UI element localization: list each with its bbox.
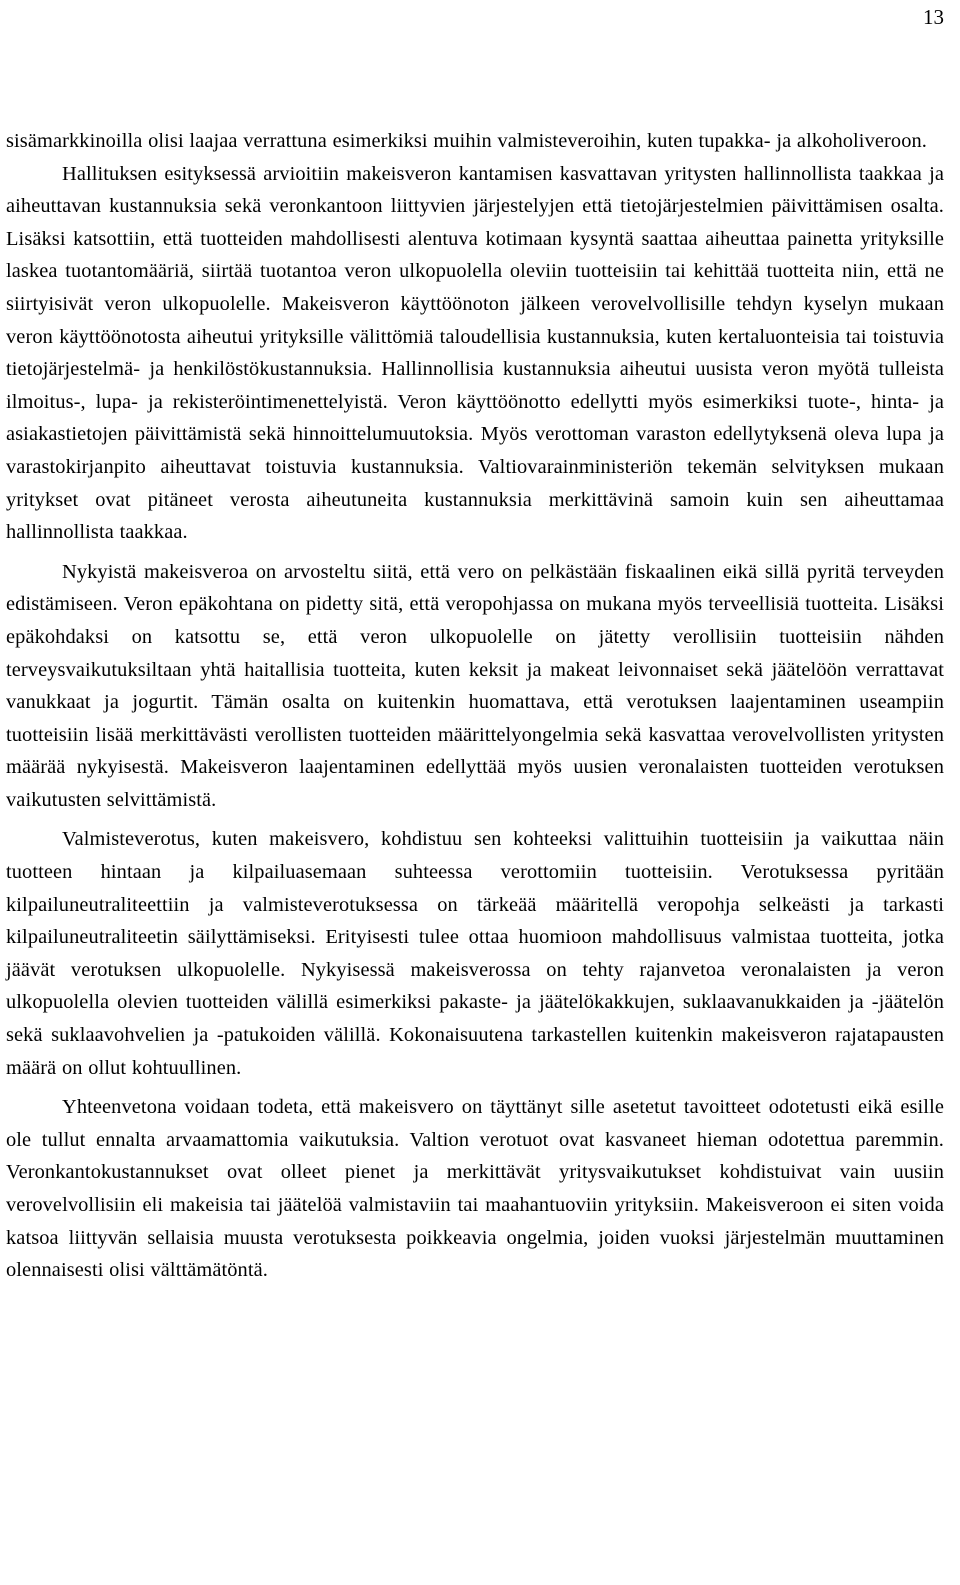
paragraph-spacer [6, 1084, 944, 1091]
paragraph-administrative-costs: Hallituksen esityksessä arvioitiin makeisveron kantamisen kasvattavan yritysten hallinnollista taakkaa ja aiheuttavan kustannuksia sekä veronkantoon liittyvien järjestelyjen että tietojärjestelmien päivittämisen osalta. Lisäksi katsottiin, että tuotteiden mahdollisesti alentuva kotimaan kysyntä saattaa aiheuttaa painetta yrityksille laskea tuotantomääriä, siirtää tuotantoa veron ulkopuolella oleviin tuotteisiin tai kehittää tuotteita niin, että ne siirtyisivät veron ulkopuolelle. Makeisveron käyttöönoton jälkeen verovelvollisille tehdyn kyselyn mukaan veron käyttöönotosta aiheutui yrityksille välittömiä taloudellisia kustannuksia, kuten kertaluonteisia tai toistuvia tietojärjestelmä- ja henkilöstökustannuksia. Hallinnollisia kustannuksia aiheutui uusista veron myötä tulleista ilmoitus-, lupa- ja rekisteröintimenettelyistä. Veron käyttöönotto edellytti myös esimerkiksi tuote-, hinta- ja asiakastietojen päivittämistä sekä hinnoittelumuutoksia. Myös verottoman varaston edellytyksenä oleva lupa ja varastokirjanpito aiheuttavat toistuvia kustannuksia. Valtiovarainministeriön tekemän selvityksen mukaan yritykset ovat pitäneet verosta aiheutuneita kustannuksia merkittävinä samoin kuin sen aiheuttamaa hallinnollista taakkaa. [6, 162, 944, 544]
page-number: 13 [923, 5, 944, 29]
paragraph-summary: Yhteenvetona voidaan todeta, että makeisvero on täyttänyt sille asetetut tavoitteet odotetusti eikä esille ole tullut ennalta arvaamattomia vaikutuksia. Valtion verotuot ovat kasvaneet hieman odotettua paremmin. Veronkantokustannukset ovat olleet pienet ja merkittävät yritysvaikutukset kohdistuivat vain uusiin verovelvollisiin eli makeisia tai jäätelöä valmistaviin tai maahantuoviin yrityksiin. Makeisveroon ei siten voida katsoa liittyvän sellaisia muusta verotuksesta poikkeavia ongelmia, joiden vuoksi järjestelmän muuttaminen olennaisesti olisi välttämätöntä. [6, 1096, 944, 1282]
paragraph-competition-neutrality: Valmisteverotus, kuten makeisvero, kohdistuu sen kohteeksi valittuihin tuotteisiin ja vaikuttaa näin tuotteen hintaan ja kilpailuasemaan suhteessa verottomiin tuotteisiin. Verotuksessa pyritään kilpailuneutraliteettiin ja valmisteverotuksessa on tärkeää määritellä veropohja selkeästi ja tarkasti kilpailuneutraliteetin säilyttämiseksi. Erityisesti tulee ottaa huomioon mahdollisuus valmistaa tuotteita, jotka jäävät verotuksen ulkopuolelle. Nykyisessä makeisverossa on tehty rajanvetoa veronalaisten ja veron ulkopuolella olevien tuotteiden välillä esimerkiksi pakaste- ja jäätelökakkujen, suklaavanukkaiden ja -jäätelön sekä suklaavohvelien ja -patukoiden välillä. Kokonaisuutena tarkastellen kuitenkin makeisveron rajatapausten määrä on ollut kohtuullinen. [6, 828, 944, 1079]
paragraph-continuation: sisämarkkinoilla olisi laajaa verrattuna esimerkiksi muihin valmisteveroihin, kuten tupakka- ja alkoholiveroon. [6, 130, 927, 152]
paragraph-criticism: Nykyistä makeisveroa on arvosteltu siitä, että vero on pelkästään fiskaalinen eikä sillä pyritä terveyden edistämiseen. Veron epäkohtana on pidetty sitä, että veropohjassa on mukana myös terveellisiä tuotteita. Lisäksi epäkohdaksi on katsottu se, että veron ulkopuolelle on jätetty verollisiin tuotteisiin nähden terveysvaikutuksiltaan yhtä haitallisia tuotteita, kuten keksit ja makeat leivonnaiset sekä jäätelöön verrattavat vanukkaat ja jogurtit. Tämän osalta on kuitenkin huomattava, että verotuksen laajentaminen useampiin tuotteisiin lisää merkittävästi verollisten tuotteiden määrittelyongelmia sekä kasvattaa verovelvollisten yritysten määrää nykyisestä. Makeisveron laajentaminen edellyttää myös uusien veronalaisten tuotteiden verotuksen vaikutusten selvittämistä. [6, 560, 944, 811]
paragraph-spacer [6, 816, 944, 823]
document-body [6, 125, 944, 1287]
paragraph-spacer [6, 549, 944, 556]
